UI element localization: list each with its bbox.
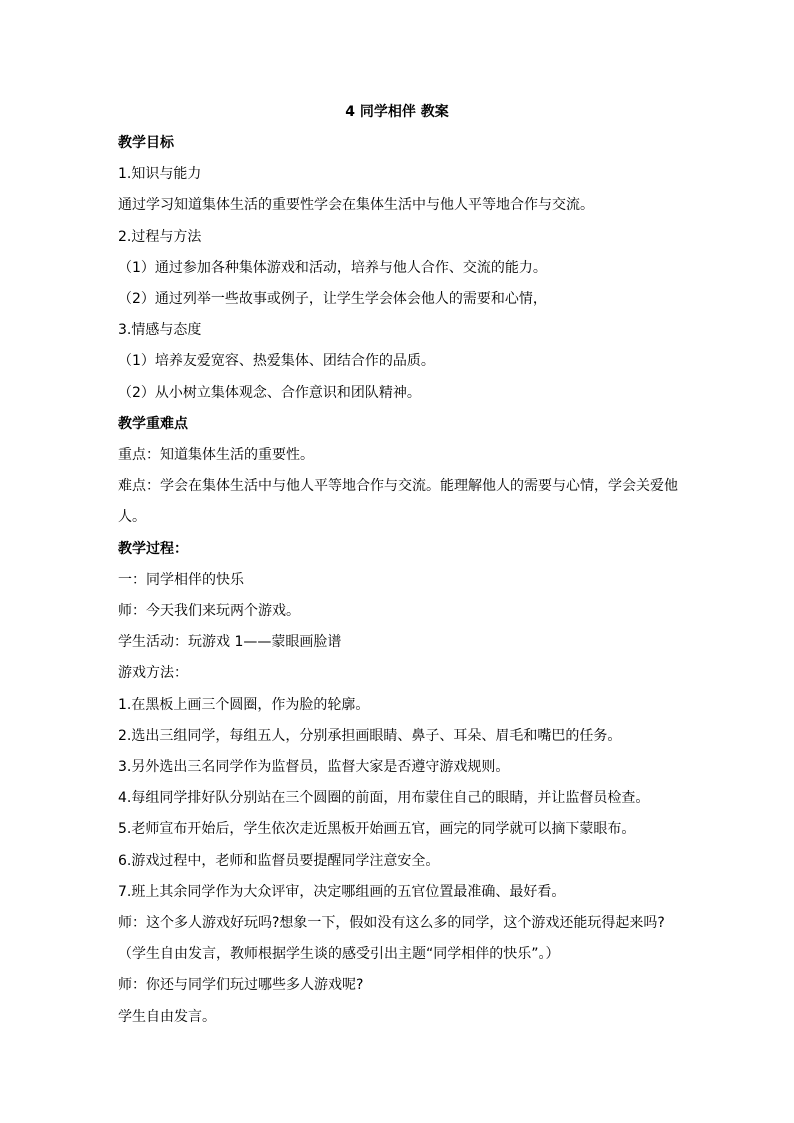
body-line: 3.另外选出三名同学作为监督员，监督大家是否遵守游戏规则。	[118, 759, 510, 775]
body-line: 师：你还与同学们玩过哪些多人游戏呢?	[118, 977, 364, 994]
body-line: 5.老师宣布开始后，学生依次走近黑板开始画五官，画完的同学就可以摘下蒙眼布。	[118, 821, 636, 838]
body-line: 人。	[118, 509, 146, 526]
body-line: 2.过程与方法	[118, 228, 202, 245]
body-line: 4.每组同学排好队分别站在三个圆圈的前面，用布蒙住自己的眼睛，并让监督员检查。	[118, 790, 650, 807]
body-line: 学生自由发言。	[118, 1008, 216, 1025]
body-line: 学生活动：玩游戏 1——蒙眼画脸谱	[118, 634, 342, 651]
body-line: 1.知识与能力	[118, 166, 202, 183]
body-line: 重点：知道集体生活的重要性。	[118, 447, 314, 463]
body-line: 师：今天我们来玩两个游戏。	[118, 603, 300, 619]
body-line: （1）培养友爱宽容、热爱集体、团结合作的品质。	[118, 353, 435, 370]
section-heading: 教学目标	[118, 135, 174, 151]
body-line: 一：同学相伴的快乐	[118, 571, 244, 588]
body-line: 1.在黑板上画三个圆圈，作为脸的轮廓。	[118, 696, 370, 713]
body-line: （学生自由发言，教师根据学生谈的感受引出主题“同学相伴的快乐”。）	[118, 946, 560, 963]
body-line: 游戏方法：	[118, 665, 188, 682]
section-heading: 教学过程：	[118, 540, 188, 557]
body-line: （2）从小树立集体观念、合作意识和团队精神。	[118, 384, 421, 401]
body-line: 难点：学会在集体生活中与他人平等地合作与交流。能理解他人的需要与心情，学会关爱他	[118, 478, 678, 495]
document-title: 4 同学相伴 教案	[345, 104, 449, 120]
body-line: 通过学习知道集体生活的重要性学会在集体生活中与他人平等地合作与交流。	[118, 197, 594, 214]
body-line: 3.情感与态度	[118, 322, 202, 339]
body-line: （1）通过参加各种集体游戏和活动，培养与他人合作、交流的能力。	[118, 259, 547, 276]
body-line: 2.选出三组同学，每组五人，分别承担画眼睛、鼻子、耳朵、眉毛和嘴巴的任务。	[118, 727, 622, 744]
body-line: 师：这个多人游戏好玩吗?想象一下，假如没有这么多的同学，这个游戏还能玩得起来吗?	[118, 915, 665, 931]
body-line: （2）通过列举一些故事或例子，让学生学会体会他人的需要和心情，	[118, 291, 547, 307]
body-line: 7.班上其余同学作为大众评审，决定哪组画的五官位置最准确、最好看。	[118, 883, 566, 900]
body-line: 6.游戏过程中，老师和监督员要提醒同学注意安全。	[118, 852, 440, 869]
section-heading: 教学重难点	[118, 415, 188, 432]
